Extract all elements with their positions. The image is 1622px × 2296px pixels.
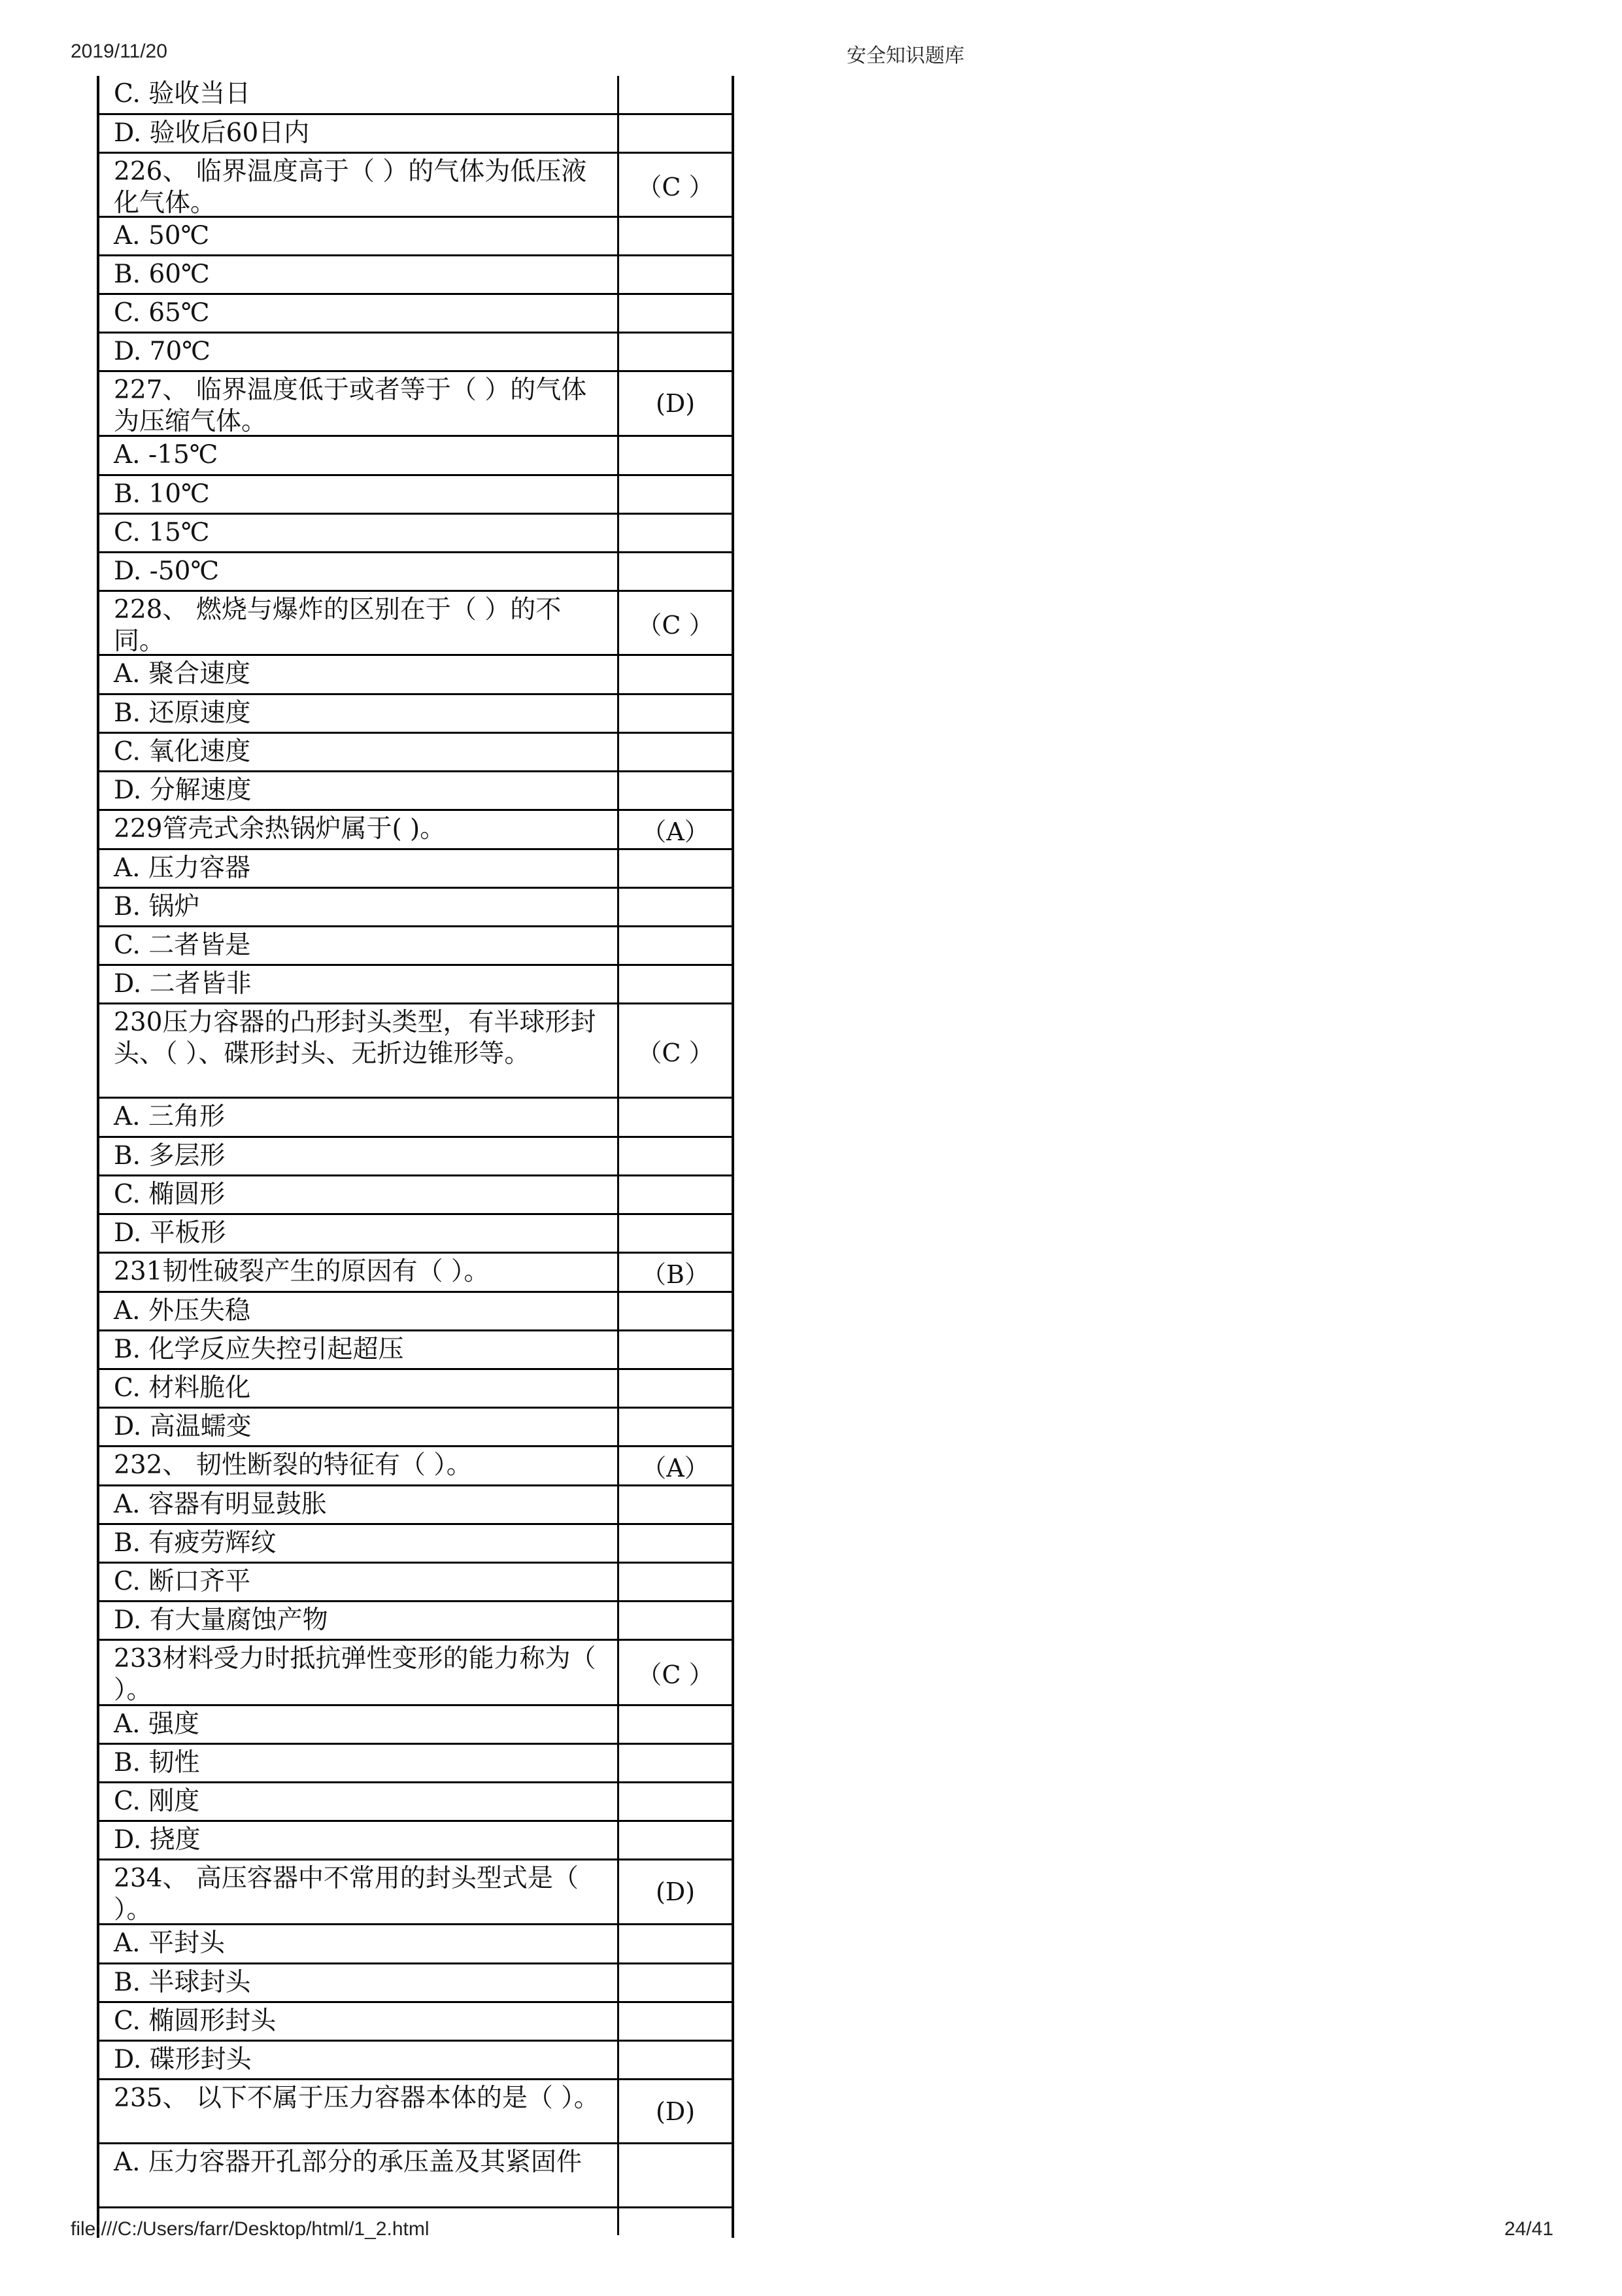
- option-row: [99, 1138, 732, 1176]
- question-text: 228、 燃烧与爆炸的区别在于（ ）的不同。: [99, 592, 619, 654]
- option-row: [99, 1409, 732, 1447]
- option-text: D. 碟形封头: [99, 2042, 619, 2078]
- option-text: D. 有大量腐蚀产物: [99, 1602, 619, 1639]
- answer-cell: [619, 515, 732, 551]
- option-row: [99, 256, 732, 295]
- option-text: C. 二者皆是: [99, 927, 619, 964]
- answer-cell: [619, 1215, 732, 1252]
- question-row: [99, 1447, 732, 1486]
- file-url: file:///C:/Users/farr/Desktop/html/1_2.html: [71, 2218, 430, 2240]
- option-row: [99, 966, 732, 1004]
- option-row: [99, 1293, 732, 1331]
- answer-cell: [619, 437, 732, 474]
- answer-cell: [619, 1099, 732, 1136]
- question-text: 232、 韧性断裂的特征有（ ）。: [99, 1447, 619, 1484]
- option-text: A. 容器有明显鼓胀: [99, 1486, 619, 1523]
- answer-cell: [619, 734, 732, 770]
- option-row: [99, 1706, 732, 1745]
- answer-cell: （C ）: [637, 611, 714, 640]
- option-row: [99, 437, 732, 476]
- option-row: [99, 927, 732, 966]
- option-text: A. 三角形: [99, 1099, 619, 1136]
- option-row: [99, 1525, 732, 1564]
- option-row: [99, 1964, 732, 2003]
- option-text: A. 强度: [99, 1706, 619, 1743]
- answer-cell: [619, 1822, 732, 1859]
- question-row: [99, 372, 732, 437]
- option-text: C. 15℃: [99, 515, 619, 551]
- option-text: D. 平板形: [99, 1215, 619, 1252]
- answer-cell: [619, 1564, 732, 1600]
- option-text: C. 65℃: [99, 295, 619, 332]
- answer-cell: [619, 927, 732, 964]
- option-row: [99, 889, 732, 927]
- option-row: [99, 515, 732, 553]
- option-text: C. 刚度: [99, 1783, 619, 1820]
- option-row: [99, 1602, 732, 1641]
- answer-cell: [619, 2144, 732, 2206]
- option-text: A. 外压失稳: [99, 1293, 619, 1329]
- option-text: C. 椭圆形封头: [99, 2003, 619, 2040]
- answer-cell: [619, 256, 732, 293]
- option-row: [99, 1486, 732, 1525]
- option-row: [99, 295, 732, 334]
- question-row: [99, 1254, 732, 1293]
- answer-cell: [619, 889, 732, 925]
- option-text: C. 验收当日: [99, 76, 619, 113]
- answer-cell: [619, 2042, 732, 2078]
- answer-cell: [619, 115, 732, 152]
- answer-cell: [619, 1138, 732, 1174]
- option-text: A. 50℃: [99, 218, 619, 254]
- option-text: A. 平封头: [99, 1925, 619, 1962]
- answer-cell: （A）: [641, 1454, 709, 1482]
- question-text: 229管壳式余热锅炉属于( )。: [99, 811, 619, 848]
- option-text: B. 韧性: [99, 1745, 619, 1781]
- option-row: [99, 2003, 732, 2042]
- option-row: [99, 1215, 732, 1254]
- option-row: [99, 115, 732, 154]
- answer-cell: [619, 1293, 732, 1329]
- answer-cell: （A）: [641, 817, 709, 846]
- option-row: [99, 2144, 732, 2208]
- question-row: [99, 2080, 732, 2144]
- option-text: D. 验收后60日内: [99, 115, 619, 152]
- answer-cell: [619, 772, 732, 809]
- option-row: [99, 1176, 732, 1215]
- answer-cell: (D): [655, 2097, 696, 2126]
- option-row: [99, 2042, 732, 2080]
- option-text: D. 挠度: [99, 1822, 619, 1859]
- option-text: B. 有疲劳辉纹: [99, 1525, 619, 1562]
- option-text: A. -15℃: [99, 437, 619, 474]
- option-row: [99, 1370, 732, 1409]
- option-text: D. 高温蠕变: [99, 1409, 619, 1445]
- option-text: A. 聚合速度: [99, 656, 619, 693]
- option-text: D. 分解速度: [99, 772, 619, 809]
- document-title: 安全知识题库: [847, 44, 964, 67]
- answer-cell: [619, 553, 732, 590]
- option-row: [99, 1783, 732, 1822]
- option-text: B. 还原速度: [99, 695, 619, 732]
- answer-cell: [619, 1925, 732, 1962]
- option-row: [99, 1822, 732, 1860]
- question-text: 230压力容器的凸形封头类型，有半球形封头、（ ）、碟形封头、无折边锥形等。: [99, 1004, 619, 1097]
- question-text: 231韧性破裂产生的原因有（ ）。: [99, 1254, 619, 1291]
- option-text: A. 压力容器开孔部分的承压盖及其紧固件: [99, 2144, 619, 2206]
- answer-cell: [619, 1525, 732, 1562]
- answer-cell: [619, 334, 732, 370]
- option-row: [99, 1331, 732, 1370]
- option-row: [99, 1564, 732, 1602]
- answer-cell: [619, 2208, 732, 2235]
- question-row: [99, 154, 732, 218]
- answer-cell: [619, 1783, 732, 1820]
- option-text: D. -50℃: [99, 553, 619, 590]
- option-text: C. 氧化速度: [99, 734, 619, 770]
- question-text: 233材料受力时抵抗弹性变形的能力称为（ ）。: [99, 1641, 619, 1704]
- option-row: [99, 1745, 732, 1783]
- option-text: B. 化学反应失控引起超压: [99, 1331, 619, 1368]
- option-text: B. 半球封头: [99, 1964, 619, 2001]
- question-text: 227、 临界温度低于或者等于（ ）的气体为压缩气体。: [99, 372, 619, 435]
- question-text: 234、 高压容器中不常用的封头型式是（ ）。: [99, 1860, 619, 1923]
- answer-cell: [619, 1602, 732, 1639]
- answer-cell: [619, 2003, 732, 2040]
- answer-cell: [619, 476, 732, 513]
- print-date: 2019/11/20: [71, 41, 167, 62]
- answer-cell: （C ）: [637, 173, 714, 201]
- answer-cell: [619, 76, 732, 113]
- option-row: [99, 553, 732, 592]
- answer-cell: [619, 1706, 732, 1743]
- question-text: 226、 临界温度高于（ ）的气体为低压液化气体。: [99, 154, 619, 216]
- answer-cell: [619, 656, 732, 693]
- question-row: [99, 1004, 732, 1099]
- answer-cell: [619, 1331, 732, 1368]
- option-text: B. 10℃: [99, 476, 619, 513]
- answer-cell: [619, 1745, 732, 1781]
- answer-cell: [619, 966, 732, 1002]
- option-text: B. 锅炉: [99, 889, 619, 925]
- answer-cell: （C ）: [637, 1660, 714, 1689]
- option-row: [99, 476, 732, 515]
- option-text: C. 材料脆化: [99, 1370, 619, 1407]
- answer-cell: (D): [655, 1877, 696, 1906]
- question-table: [97, 76, 734, 2238]
- question-row: [99, 1860, 732, 1925]
- option-text: A. 压力容器: [99, 850, 619, 887]
- option-row: [99, 334, 732, 372]
- page-number: 24/41: [1504, 2218, 1554, 2240]
- answer-cell: （C ）: [637, 1038, 714, 1067]
- answer-cell: [619, 218, 732, 254]
- option-text: D. 70℃: [99, 334, 619, 370]
- option-row: [99, 656, 732, 695]
- option-text: C. 椭圆形: [99, 1176, 619, 1213]
- answer-cell: [619, 1964, 732, 2001]
- answer-cell: [619, 850, 732, 887]
- answer-cell: (D): [655, 389, 696, 418]
- option-row: [99, 734, 732, 772]
- option-row: [99, 218, 732, 256]
- answer-cell: [619, 1486, 732, 1523]
- question-row: [99, 592, 732, 656]
- answer-cell: （B）: [641, 1260, 709, 1289]
- option-row: [99, 1925, 732, 1964]
- option-text: C. 断口齐平: [99, 1564, 619, 1600]
- answer-cell: [619, 1370, 732, 1407]
- option-text: B. 60℃: [99, 256, 619, 293]
- question-row: [99, 1641, 732, 1706]
- answer-cell: [619, 695, 732, 732]
- option-text: B. 多层形: [99, 1138, 619, 1174]
- answer-cell: [619, 1176, 732, 1213]
- option-row: [99, 695, 732, 734]
- option-text: D. 二者皆非: [99, 966, 619, 1002]
- option-row: [99, 772, 732, 811]
- option-row: [99, 850, 732, 889]
- answer-cell: [619, 1409, 732, 1445]
- option-row: [99, 1099, 732, 1138]
- question-text: 235、 以下不属于压力容器本体的是（ ）。: [99, 2080, 619, 2142]
- question-row: [99, 811, 732, 850]
- option-row: [99, 76, 732, 115]
- answer-cell: [619, 295, 732, 332]
